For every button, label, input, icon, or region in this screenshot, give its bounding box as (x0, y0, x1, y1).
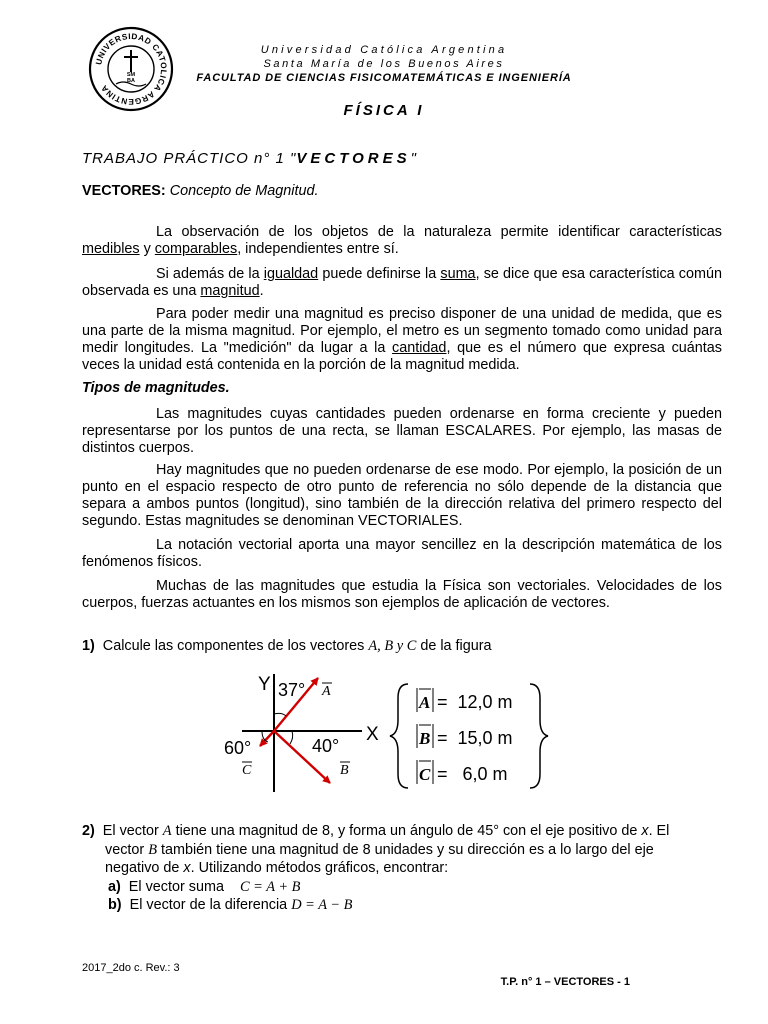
magnitude-a-value: = 12,0 m (437, 692, 513, 712)
vector-c-label: C (242, 763, 252, 778)
revision-note: 2017_2do c. Rev.: 3 (82, 962, 180, 974)
exercise-2-line-3: negativo de x. Utilizando métodos gráficos, encontrar: (105, 860, 449, 876)
exercise-2a: a) El vector suma C = A + B (108, 878, 301, 895)
angle-c-label: 60° (224, 738, 252, 758)
left-brace (390, 684, 408, 788)
paragraph-observation: La observación de los objetos de la naturaleza permite identificar características medibles y comparables, independientes entre sí. (82, 224, 722, 257)
paragraph-magnitude: Si además de la igualdad puede definirse la suma, se dice que esa característica común observada es una magnitud. (82, 266, 722, 299)
faculty-name: FACULTAD DE CIENCIAS FISICOMATEMÁTICAS E INGENIERÍA (196, 72, 572, 84)
paragraph-applications: Muchas de las magnitudes que estudia la Física son vectoriales. Velocidades de los cuerpos, fuerzas actuantes en los mismos son ejemplos de aplicación de vectores. (82, 578, 722, 611)
svg-text:UNIVERSIDAD CATOLICA ARGENTINA: UNIVERSIDAD CATOLICA ARGENTINA (94, 31, 169, 107)
exercise-2-line-1: 2) El vector A tiene una magnitud de 8, y forma un ángulo de 45° con el eje positivo de x. El (82, 823, 670, 839)
exercise-1: 1) Calcule las componentes de los vectores A, B y C de la figura (82, 638, 492, 654)
paragraph-vectorials: Hay magnitudes que no pueden ordenarse de ese modo. Por ejemplo, la posición de un punto en el espacio respecto de otro punto de referencia no sólo depende de la distancia que separa a ambos puntos (longitud), sino también de la dirección relativa del primero respecto del segundo. Estas magnitudes se denominan VECTORIALES. (82, 462, 722, 529)
vector-a-label: A (322, 684, 331, 699)
paragraph-notation: La notación vectorial aporta una mayor sencillez en la descripción matemática de los fenómenos físicos. (82, 537, 722, 570)
paragraph-scalars: Las magnitudes cuyas cantidades pueden ordenarse en forma creciente y pueden representarse por los puntos de una recta, se llaman ESCALARES. Por ejemplo, las masas de distintos cuerpos. (82, 406, 722, 456)
svg-text:SM: SM (126, 72, 136, 78)
vector-b-label: B (340, 763, 349, 778)
paragraph-measurement: Para poder medir una magnitud es preciso disponer de una unidad de medida, que es una parte de la misma magnitud. Por ejemplo, el metro es un segmento tomado como unidad para medir longitudes. La "medición" da lugar a la cantidad, que es el número que expresa cuántas veces la unidad está contenida en la porción de la magnitud medida. (82, 306, 722, 373)
section-title: VECTORES: Concepto de Magnitud. (82, 183, 319, 199)
magnitude-b-value: = 15,0 m (437, 728, 513, 748)
angle-arc-c (262, 731, 268, 742)
subject-title: FÍSICA I (343, 102, 425, 119)
exercise-2 (82, 822, 726, 915)
tp-title: TRABAJO PRÁCTICO n° 1 "VECTORES" (82, 150, 417, 167)
angle-arc-b (290, 731, 293, 744)
magnitude-c-name: C (419, 765, 431, 784)
magnitude-b-name: B (419, 729, 431, 748)
x-axis-label: X (366, 724, 379, 745)
magnitude-c-value: = 6,0 m (437, 764, 508, 784)
y-axis-label: Y (258, 674, 271, 695)
exercise-2-line-2: vector B también tiene una magnitud de 8 unidades y su dirección es a lo largo del eje (105, 841, 654, 858)
exercise-2b: b) El vector de la diferencia D = A − B (108, 897, 353, 913)
angle-b-label: 40° (312, 736, 340, 756)
vector-figure (218, 668, 558, 800)
campus-name: Santa María de los Buenos Aires (263, 58, 505, 70)
types-title: Tipos de magnitudes. (82, 380, 230, 396)
right-brace (530, 684, 548, 788)
angle-arc-a (274, 713, 286, 716)
svg-text:BA: BA (127, 78, 135, 84)
page-footer: T.P. n° 1 – VECTORES - 1 (500, 976, 630, 988)
university-name: Universidad Católica Argentina (260, 44, 508, 56)
angle-a-label: 37° (278, 680, 306, 700)
magnitude-a-name: A (419, 693, 431, 712)
